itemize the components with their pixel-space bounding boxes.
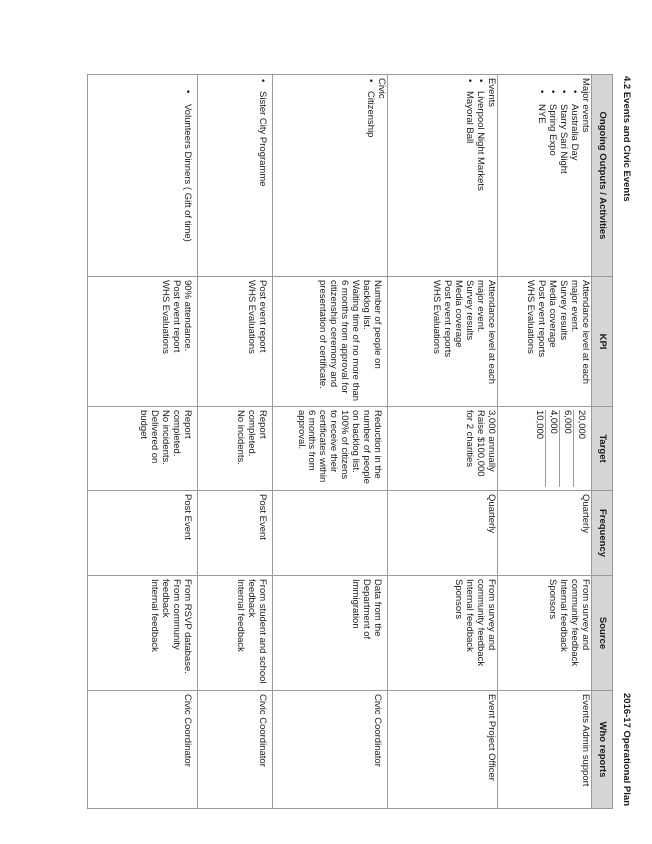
kpi-cell [198, 277, 273, 407]
source-cell [388, 576, 498, 691]
source-item: Internal feedback [149, 579, 161, 652]
table-header-row [592, 75, 613, 809]
activity-item: • Spring Expo [546, 78, 557, 273]
target-item: Raise $100,000 for 2 charities [464, 410, 487, 477]
kpi-item: Survey results [558, 280, 570, 341]
col-header-who-reports: Who reports [592, 691, 613, 809]
operational-plan-table [87, 74, 613, 809]
target-item: Report completed. [246, 410, 268, 457]
kpi-item: 90% attendance. [182, 280, 193, 352]
kpi-item: Media coverage [547, 280, 559, 348]
group-label: Major events [580, 78, 591, 133]
source-cell [88, 576, 198, 691]
target-item: Delivered on budget [138, 410, 161, 464]
source-item: From survey and community feedback [475, 579, 497, 667]
target-item: 3,000 annually [486, 410, 497, 472]
target-cell [498, 407, 592, 491]
kpi-item: Post event reports [442, 280, 454, 358]
kpi-item: Post event report [171, 280, 183, 353]
kpi-item: WHS Evaluations [160, 280, 172, 354]
activity-item: • Liverpool Night Markets [474, 78, 485, 273]
kpi-cell [88, 277, 198, 407]
kpi-item: WHS Evaluations [246, 280, 258, 354]
col-header-frequency: Frequency [592, 491, 613, 576]
activity-item: • NYE [535, 78, 546, 273]
frequency-cell [273, 491, 388, 576]
kpi-item: Post event report [257, 280, 268, 353]
activities-cell [388, 75, 498, 277]
source-item: From RSVP database. [182, 579, 193, 674]
source-item: From student and school feedback [246, 579, 268, 684]
col-header-kpi: KPI [592, 277, 613, 407]
kpi-item: Waiting time of no more than 6 months from approval for citizenship ceremony and presentation of certificate. [317, 280, 362, 402]
activity-item: • Volunteers Dinners ( Gift of time) [181, 78, 192, 273]
who-reports-cell: Events Admin support [498, 691, 592, 809]
target-item: 100% of citizens to receive their certificates within 6 months from approval. [295, 410, 351, 483]
target-item: Reduction in the number of people on backlog list. [350, 410, 383, 484]
activity-item: • Australia Day [568, 78, 579, 273]
target-item: Report completed. [171, 410, 193, 457]
who-reports-cell: Civic Coordinator [273, 691, 388, 809]
kpi-cell [273, 277, 388, 407]
activities-cell [198, 75, 273, 277]
table-row [498, 75, 592, 809]
source-item: Internal feedback [464, 579, 476, 652]
kpi-item: Media coverage [453, 280, 465, 348]
kpi-item: WHS Evaluations [525, 280, 537, 354]
who-reports-cell: Civic Coordinator [198, 691, 273, 809]
source-item: Internal feedback [558, 579, 570, 652]
group-label: Civic [376, 78, 387, 99]
col-header-source: Source [592, 576, 613, 691]
source-item: Sponsors [547, 579, 559, 620]
col-header-activities: Ongoing Outputs / Activities [592, 75, 613, 277]
section-title: 4.2 Events and Civic Events [621, 76, 632, 202]
group-label: Events [486, 78, 497, 108]
table-row [198, 75, 273, 809]
plan-title: 2016-17 Operational Plan [621, 693, 632, 806]
target-cell [388, 407, 498, 491]
source-item: Sponsors [453, 579, 465, 620]
source-item: Internal feedback [235, 579, 247, 652]
activity-item: • Citizenship [364, 78, 375, 273]
source-item: From community feedback [160, 579, 183, 650]
source-cell [198, 576, 273, 691]
kpi-item: Attendance level at each major event. [569, 280, 591, 385]
source-item: Data from the Department of Immigration [350, 579, 383, 640]
kpi-cell [498, 277, 592, 407]
activity-item: • Sister City Programme [256, 78, 267, 273]
table-row [273, 75, 388, 809]
activities-cell [273, 75, 388, 277]
target-item: 20,000 [576, 410, 587, 440]
target-item: No incidents. [160, 410, 172, 465]
kpi-cell [388, 277, 498, 407]
source-item: From survey and community feedback [569, 579, 591, 667]
target-cell [198, 407, 273, 491]
target-item: 10,000 [533, 410, 546, 487]
kpi-item: Post event reports [536, 280, 548, 358]
activities-cell [88, 75, 198, 277]
source-cell [498, 576, 592, 691]
frequency-cell: Post Event [198, 491, 273, 576]
target-item: No incidents. [235, 410, 247, 465]
table-row [388, 75, 498, 809]
kpi-item: Survey results [464, 280, 476, 341]
kpi-item: Number of people on backlog list. [361, 280, 383, 369]
target-cell [88, 407, 198, 491]
target-item: 4,000 [547, 410, 560, 487]
frequency-cell: Quarterly [498, 491, 592, 576]
frequency-cell: Quarterly [388, 491, 498, 576]
activities-cell [498, 75, 592, 277]
who-reports-cell: Civic Coordinator [88, 691, 198, 809]
col-header-target: Target [592, 407, 613, 491]
activity-item: • Mayoral Ball [463, 78, 474, 273]
kpi-item: WHS Evaluations [431, 280, 443, 354]
target-item: 6,000 [561, 410, 574, 487]
table-row [88, 75, 198, 809]
frequency-cell: Post Event [88, 491, 198, 576]
source-cell [273, 576, 388, 691]
target-cell [273, 407, 388, 491]
activity-item: • Starry Sari Night [557, 78, 568, 273]
who-reports-cell: Event Project Officer [388, 691, 498, 809]
kpi-item: Attendance level at each major event. [475, 280, 497, 385]
